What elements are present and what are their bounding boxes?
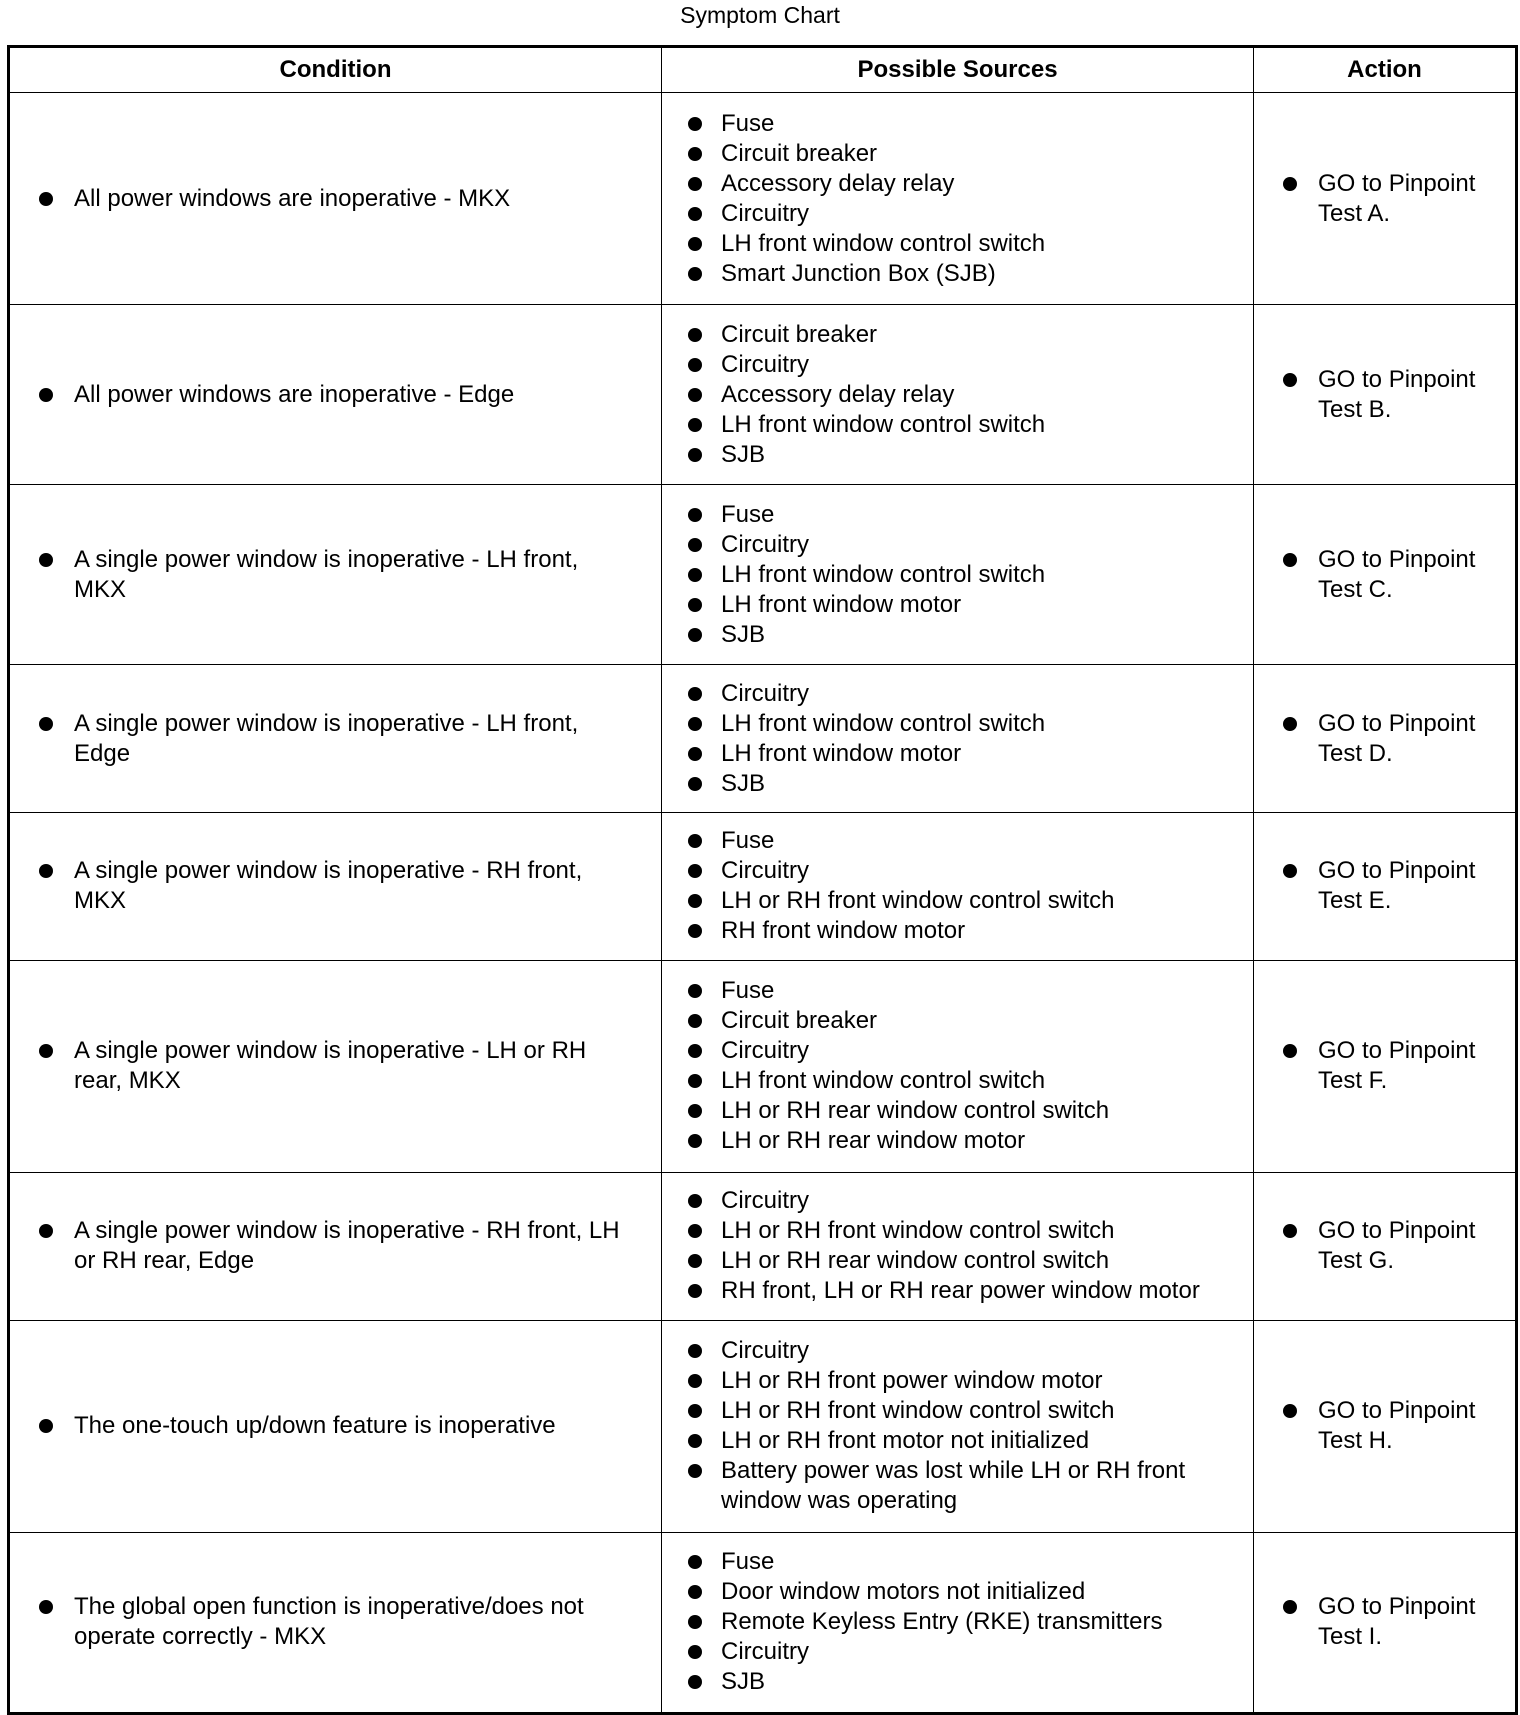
action-line: Test E. [1318, 887, 1392, 915]
condition-line: MKX [74, 887, 127, 915]
header-action: Action [1254, 47, 1517, 93]
bullet-icon [688, 598, 702, 612]
bullet-icon [688, 1134, 702, 1148]
list-item [662, 1547, 1243, 1577]
action-cell [1254, 485, 1517, 665]
source-text: LH or RH front power window motor [721, 1367, 1103, 1395]
sources-cell [662, 93, 1254, 305]
list-item [662, 739, 1243, 769]
table-row [9, 485, 1517, 665]
bullet-icon [688, 1374, 702, 1388]
list-item [662, 590, 1243, 620]
source-text: LH or RH rear window control switch [721, 1097, 1110, 1125]
source-text: LH front window motor [721, 739, 962, 767]
list-item [662, 229, 1243, 259]
action-line: GO to Pinpoint [1318, 1593, 1476, 1621]
list-item [662, 1126, 1243, 1156]
list-item [662, 1336, 1243, 1366]
action-text [1318, 1216, 1505, 1276]
bullet-icon [688, 147, 702, 161]
bullet-icon [688, 568, 702, 582]
action-line: Test I. [1318, 1623, 1383, 1651]
source-text [721, 1456, 1243, 1516]
condition-line: or RH rear, Edge [74, 1247, 255, 1275]
sources-cell [662, 1532, 1254, 1713]
sources-list [662, 101, 1253, 297]
bullet-icon [1283, 1224, 1297, 1238]
sources-list [662, 1328, 1253, 1524]
bullet-icon [688, 418, 702, 432]
list-item [662, 199, 1243, 229]
action-text [1318, 709, 1505, 769]
bullet-icon [1283, 1600, 1297, 1614]
condition-text: The one-touch up/down feature is inoperative [74, 1412, 556, 1440]
action-line: GO to Pinpoint [1318, 365, 1476, 393]
bullet-icon [688, 358, 702, 372]
bullet-icon [688, 237, 702, 251]
bullet-icon [688, 388, 702, 402]
action-cell [1254, 1320, 1517, 1532]
source-text: Remote Keyless Entry (RKE) transmitters [721, 1608, 1163, 1636]
action-cell [1254, 960, 1517, 1172]
list-item [662, 1186, 1243, 1216]
source-text: Circuit breaker [721, 139, 878, 167]
action-line: GO to Pinpoint [1318, 709, 1476, 737]
source-text: LH or RH front window control switch [721, 1397, 1115, 1425]
action-line: GO to Pinpoint [1318, 857, 1476, 885]
condition-line: A single power window is inoperative - LH or RH [74, 1037, 587, 1065]
condition-line: The global open function is inoperative/does not [74, 1593, 584, 1621]
sources-cell [662, 665, 1254, 813]
list-item [662, 169, 1243, 199]
condition-cell [9, 1320, 662, 1532]
action-cell [1254, 93, 1517, 305]
source-text: LH front window motor [721, 590, 962, 618]
source-text: Fuse [721, 977, 775, 1005]
condition-text [74, 856, 651, 916]
source-text: Fuse [721, 1548, 775, 1576]
action-line: Test D. [1318, 739, 1393, 767]
bullet-icon [688, 1555, 702, 1569]
bullet-icon [688, 864, 702, 878]
list-item [662, 976, 1243, 1006]
list-item [662, 1276, 1243, 1306]
sources-cell [662, 305, 1254, 485]
list-item [662, 769, 1243, 799]
list-item [662, 1577, 1243, 1607]
list-item [662, 1036, 1243, 1066]
source-text: LH front window control switch [721, 709, 1046, 737]
bullet-icon [1283, 1044, 1297, 1058]
bullet-icon [688, 717, 702, 731]
bullet-icon [688, 328, 702, 342]
table-row [9, 1172, 1517, 1320]
source-text: SJB [721, 620, 766, 648]
bullet-icon [688, 1074, 702, 1088]
source-text: Circuit breaker [721, 1007, 878, 1035]
bullet-icon [688, 1645, 702, 1659]
action-text [1318, 169, 1505, 229]
action-line: GO to Pinpoint [1318, 1037, 1476, 1065]
list-item [662, 1426, 1243, 1456]
table-row [9, 665, 1517, 813]
bullet-icon [1283, 373, 1297, 387]
sources-list [662, 1539, 1253, 1705]
source-line: window was operating [721, 1487, 958, 1515]
source-text: Fuse [721, 827, 775, 855]
action-line: Test H. [1318, 1427, 1393, 1455]
list-item [662, 500, 1243, 530]
bullet-icon [688, 177, 702, 191]
bullet-icon [39, 388, 53, 402]
bullet-icon [688, 687, 702, 701]
sources-cell [662, 485, 1254, 665]
header-possible-sources: Possible Sources [662, 47, 1254, 93]
action-text [1318, 1592, 1505, 1652]
bullet-icon [688, 538, 702, 552]
source-text: Fuse [721, 109, 775, 137]
sources-cell [662, 812, 1254, 960]
condition-line: operate correctly - MKX [74, 1623, 327, 1651]
source-text: SJB [721, 769, 766, 797]
source-text: Circuitry [721, 530, 809, 558]
condition-text [74, 545, 651, 605]
sources-list [662, 968, 1253, 1164]
source-text: Door window motors not initialized [721, 1578, 1086, 1606]
bullet-icon [688, 628, 702, 642]
list-item [662, 620, 1243, 650]
list-item [662, 530, 1243, 560]
bullet-icon [688, 207, 702, 221]
condition-text: All power windows are inoperative - Edge [74, 380, 515, 408]
list-item [662, 1607, 1243, 1637]
list-item [662, 1456, 1243, 1516]
bullet-icon [688, 1344, 702, 1358]
source-text: LH or RH front motor not initialized [721, 1427, 1090, 1455]
header-row [9, 47, 1517, 93]
sources-cell [662, 1320, 1254, 1532]
source-text: LH or RH rear window motor [721, 1127, 1026, 1155]
bullet-icon [39, 192, 53, 206]
condition-cell [9, 485, 662, 665]
table-row [9, 812, 1517, 960]
condition-text [74, 1036, 651, 1096]
source-text: LH front window control switch [721, 410, 1046, 438]
action-line: GO to Pinpoint [1318, 169, 1476, 197]
source-text: Accessory delay relay [721, 380, 955, 408]
list-item [662, 886, 1243, 916]
source-text: LH front window control switch [721, 1067, 1046, 1095]
bullet-icon [688, 894, 702, 908]
list-item [662, 1366, 1243, 1396]
table-row [9, 93, 1517, 305]
sources-list [662, 492, 1253, 658]
bullet-icon [1283, 553, 1297, 567]
source-text: Circuitry [721, 199, 809, 227]
source-text: LH or RH front window control switch [721, 887, 1115, 915]
action-line: Test F. [1318, 1067, 1388, 1095]
action-cell [1254, 1532, 1517, 1713]
source-text: Circuitry [721, 1187, 809, 1215]
list-item [662, 916, 1243, 946]
source-text: SJB [721, 440, 766, 468]
list-item [662, 259, 1243, 289]
bullet-icon [688, 267, 702, 281]
bullet-icon [688, 117, 702, 131]
bullet-icon [688, 448, 702, 462]
list-item [662, 560, 1243, 590]
bullet-icon [39, 1224, 53, 1238]
bullet-icon [688, 1404, 702, 1418]
condition-line: A single power window is inoperative - LH front, [74, 545, 579, 573]
source-text: Circuitry [721, 350, 809, 378]
table-row [9, 1532, 1517, 1713]
condition-text [74, 1592, 651, 1652]
list-item [662, 826, 1243, 856]
action-line: Test A. [1318, 199, 1391, 227]
list-item [662, 380, 1243, 410]
source-text: SJB [721, 1668, 766, 1696]
bullet-icon [688, 834, 702, 848]
bullet-icon [688, 1464, 702, 1478]
action-cell [1254, 1172, 1517, 1320]
condition-line: A single power window is inoperative - RH front, LH [74, 1217, 620, 1245]
bullet-icon [688, 1585, 702, 1599]
bullet-icon [688, 1104, 702, 1118]
source-text: Smart Junction Box (SJB) [721, 259, 996, 287]
action-line: GO to Pinpoint [1318, 545, 1476, 573]
list-item [662, 1637, 1243, 1667]
source-text: Circuitry [721, 1337, 809, 1365]
bullet-icon [39, 1419, 53, 1433]
bullet-icon [39, 1600, 53, 1614]
list-item [662, 856, 1243, 886]
action-cell [1254, 812, 1517, 960]
condition-cell [9, 812, 662, 960]
condition-text [74, 709, 651, 769]
bullet-icon [688, 1615, 702, 1629]
sources-list [662, 818, 1253, 954]
bullet-icon [688, 1044, 702, 1058]
action-cell [1254, 665, 1517, 813]
list-item [662, 1066, 1243, 1096]
action-line: Test B. [1318, 395, 1392, 423]
list-item [662, 410, 1243, 440]
list-item [662, 1096, 1243, 1126]
source-line: Battery power was lost while LH or RH front [721, 1457, 1186, 1485]
action-text [1318, 1396, 1505, 1456]
condition-cell [9, 305, 662, 485]
symptom-table [7, 45, 1518, 1715]
bullet-icon [688, 1434, 702, 1448]
list-item [662, 440, 1243, 470]
action-text [1318, 365, 1505, 425]
sources-list [662, 671, 1253, 807]
bullet-icon [688, 1254, 702, 1268]
list-item [662, 1667, 1243, 1697]
sources-list [662, 1178, 1253, 1314]
source-text: RH front window motor [721, 917, 966, 945]
bullet-icon [688, 1675, 702, 1689]
bullet-icon [1283, 177, 1297, 191]
source-text: Fuse [721, 500, 775, 528]
source-text: Circuitry [721, 1638, 809, 1666]
condition-line: A single power window is inoperative - RH front, [74, 857, 583, 885]
list-item [662, 1006, 1243, 1036]
bullet-icon [688, 984, 702, 998]
bullet-icon [39, 1044, 53, 1058]
list-item [662, 139, 1243, 169]
condition-text: All power windows are inoperative - MKX [74, 184, 511, 212]
source-text: LH or RH front window control switch [721, 1217, 1115, 1245]
list-item [662, 320, 1243, 350]
source-text: LH or RH rear window control switch [721, 1247, 1110, 1275]
source-text: Circuit breaker [721, 320, 878, 348]
action-text [1318, 856, 1505, 916]
source-text: LH front window control switch [721, 560, 1046, 588]
bullet-icon [39, 717, 53, 731]
source-text: Accessory delay relay [721, 169, 955, 197]
source-text: RH front, LH or RH rear power window motor [721, 1277, 1200, 1305]
list-item [662, 350, 1243, 380]
list-item [662, 1246, 1243, 1276]
source-text: Circuitry [721, 857, 809, 885]
condition-line: A single power window is inoperative - LH front, [74, 709, 579, 737]
condition-line: rear, MKX [74, 1067, 181, 1095]
condition-cell [9, 1172, 662, 1320]
bullet-icon [688, 747, 702, 761]
bullet-icon [688, 1284, 702, 1298]
action-text [1318, 1036, 1505, 1096]
bullet-icon [688, 924, 702, 938]
condition-cell [9, 93, 662, 305]
action-line: Test G. [1318, 1247, 1395, 1275]
chart-title: Symptom Chart [680, 2, 840, 28]
source-text: LH front window control switch [721, 229, 1046, 257]
list-item [662, 109, 1243, 139]
sources-cell [662, 1172, 1254, 1320]
action-line: GO to Pinpoint [1318, 1217, 1476, 1245]
bullet-icon [39, 553, 53, 567]
header-condition: Condition [9, 47, 662, 93]
bullet-icon [1283, 864, 1297, 878]
table-row [9, 1320, 1517, 1532]
source-text: Circuitry [721, 679, 809, 707]
sources-list [662, 312, 1253, 478]
bullet-icon [688, 1194, 702, 1208]
bullet-icon [688, 1014, 702, 1028]
bullet-icon [1283, 1404, 1297, 1418]
action-line: Test C. [1318, 575, 1393, 603]
action-text [1318, 545, 1505, 605]
condition-text [74, 1216, 651, 1276]
table-row [9, 960, 1517, 1172]
bullet-icon [39, 864, 53, 878]
condition-line: MKX [74, 575, 127, 603]
condition-cell [9, 960, 662, 1172]
bullet-icon [688, 1224, 702, 1238]
sources-cell [662, 960, 1254, 1172]
action-line: GO to Pinpoint [1318, 1397, 1476, 1425]
table-row [9, 305, 1517, 485]
list-item [662, 709, 1243, 739]
bullet-icon [688, 508, 702, 522]
bullet-icon [688, 777, 702, 791]
condition-cell [9, 665, 662, 813]
condition-cell [9, 1532, 662, 1713]
condition-line: Edge [74, 739, 131, 767]
bullet-icon [1283, 717, 1297, 731]
list-item [662, 1396, 1243, 1426]
source-text: Circuitry [721, 1037, 809, 1065]
list-item [662, 679, 1243, 709]
list-item [662, 1216, 1243, 1246]
action-cell [1254, 305, 1517, 485]
